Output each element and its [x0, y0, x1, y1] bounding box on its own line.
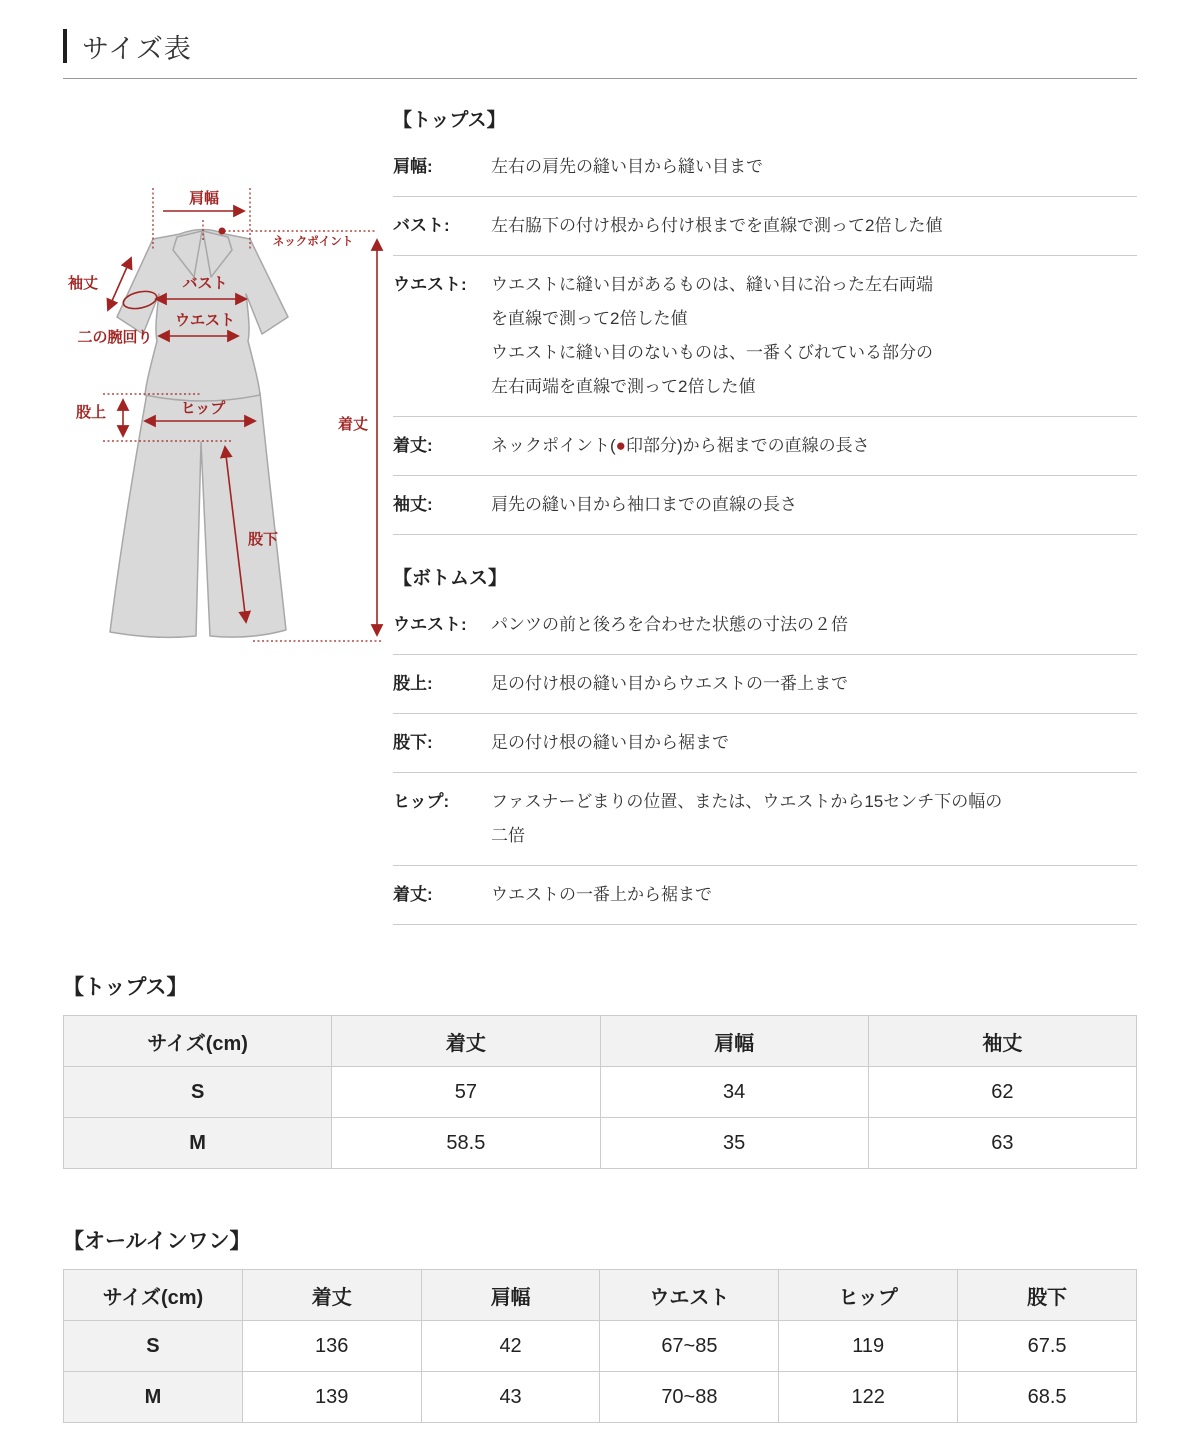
- size-measurement-diagram: [60, 184, 392, 650]
- row-size-header: M: [64, 1372, 243, 1423]
- definition-term: ウエスト:: [393, 275, 467, 294]
- bottoms-definitions-list: [393, 596, 1137, 925]
- definition-description: 足の付け根の縫い目から裾まで: [491, 733, 729, 752]
- definition-row: [393, 256, 1137, 417]
- row-size-header: M: [64, 1118, 332, 1169]
- allinone-size-table: [63, 1269, 1137, 1423]
- tops-size-section: [63, 971, 1137, 1169]
- definition-row: [393, 596, 1137, 655]
- row-size-header: S: [64, 1067, 332, 1118]
- column-header: 着丈: [242, 1270, 421, 1321]
- size-value-cell: 34: [600, 1067, 868, 1118]
- definition-row: [393, 138, 1137, 197]
- measurement-guide-section: [63, 91, 1137, 925]
- size-value-cell: 57: [332, 1067, 600, 1118]
- size-row: [64, 1067, 1137, 1118]
- definition-row: [393, 417, 1137, 476]
- column-header: サイズ(cm): [64, 1016, 332, 1067]
- definition-term: 肩幅:: [393, 157, 433, 176]
- title-divider: [63, 78, 1137, 79]
- definition-description: パンツの前と後ろを合わせた状態の寸法の２倍: [491, 615, 848, 634]
- definition-term: 股下:: [393, 733, 433, 752]
- bottoms-definitions-heading: 【ボトムス】: [393, 568, 508, 589]
- definition-row: [393, 476, 1137, 535]
- column-header: 着丈: [332, 1016, 600, 1067]
- tops-definitions-heading: 【トップス】: [393, 110, 506, 131]
- neck-point-dot-glyph: ●: [615, 436, 626, 455]
- diagram-label-waist: ウエスト: [174, 312, 236, 329]
- definition-term: 着丈:: [393, 885, 433, 904]
- size-value-cell: 70~88: [600, 1372, 779, 1423]
- size-value-cell: 68.5: [958, 1372, 1137, 1423]
- title-accent-bar: [63, 29, 67, 63]
- definition-term: 着丈:: [393, 436, 433, 455]
- size-row: [64, 1372, 1137, 1423]
- diagram-label-sleeve: 袖丈: [67, 275, 99, 292]
- size-value-cell: 136: [242, 1321, 421, 1372]
- size-value-cell: 63: [868, 1118, 1136, 1169]
- pants-shape: [110, 393, 286, 637]
- definition-description: 足の付け根の縫い目からウエストの一番上まで: [491, 674, 848, 693]
- diagram-label-neck-point: ネックポイント: [272, 236, 354, 248]
- size-row: [64, 1321, 1137, 1372]
- size-value-cell: 139: [242, 1372, 421, 1423]
- definition-description: ウエストに縫い目があるものは、縫い目に沿った左右両端 を直線で測って2倍した値 ウエストに縫い目のないものは、一番くびれている部分の 左右両端を直線で測って2倍した値: [491, 275, 933, 396]
- diagram-label-bust: バスト: [182, 275, 228, 292]
- column-header: 股下: [958, 1270, 1137, 1321]
- neck-point-dot: [219, 228, 226, 235]
- column-header: ウエスト: [600, 1270, 779, 1321]
- size-value-cell: 35: [600, 1118, 868, 1169]
- definition-term: バスト:: [393, 216, 450, 235]
- definition-term: ヒップ:: [393, 792, 450, 811]
- size-value-cell: 122: [779, 1372, 958, 1423]
- size-value-cell: 43: [421, 1372, 600, 1423]
- diagram-label-rise: 股上: [75, 404, 107, 421]
- column-header: 袖丈: [868, 1016, 1136, 1067]
- diagram-label-length: 着丈: [337, 416, 369, 433]
- column-header: サイズ(cm): [64, 1270, 243, 1321]
- diagram-label-hip: ヒップ: [180, 400, 226, 417]
- definition-description: ファスナーどまりの位置、または、ウエストから15センチ下の幅の 二倍: [491, 792, 1003, 845]
- size-row: [64, 1118, 1137, 1169]
- definition-description: ネックポイント(●印部分)から裾までの直線の長さ: [491, 436, 870, 455]
- definition-description: 肩先の縫い目から袖口までの直線の長さ: [491, 495, 797, 514]
- size-value-cell: 42: [421, 1321, 600, 1372]
- tops-size-table: [63, 1015, 1137, 1169]
- allinone-size-section: [63, 1225, 1137, 1423]
- allinone-table-caption: 【オールインワン】: [63, 1230, 251, 1253]
- column-header: 肩幅: [421, 1270, 600, 1321]
- diagram-label-upper-arm: 二の腕回り: [77, 329, 153, 346]
- size-value-cell: 119: [779, 1321, 958, 1372]
- definition-term: 股上:: [393, 674, 433, 693]
- tops-table-caption: 【トップス】: [63, 976, 188, 999]
- column-header: 肩幅: [600, 1016, 868, 1067]
- diagram-label-shoulder: 肩幅: [188, 190, 220, 207]
- definition-term: 袖丈:: [393, 495, 433, 514]
- size-value-cell: 62: [868, 1067, 1136, 1118]
- definition-row: [393, 714, 1137, 773]
- tops-definitions-list: [393, 138, 1137, 535]
- definition-row: [393, 197, 1137, 256]
- definition-term: ウエスト:: [393, 615, 467, 634]
- definition-row: [393, 866, 1137, 925]
- diagram-label-inseam: 股下: [247, 531, 279, 548]
- column-header: ヒップ: [779, 1270, 958, 1321]
- size-value-cell: 67~85: [600, 1321, 779, 1372]
- definition-description: 左右の肩先の縫い目から縫い目まで: [491, 157, 763, 176]
- page-title-row: [63, 26, 1137, 66]
- measurement-definitions: [393, 91, 1137, 925]
- size-value-cell: 67.5: [958, 1321, 1137, 1372]
- definition-row: [393, 773, 1137, 866]
- page-title: サイズ表: [82, 33, 192, 64]
- definition-description: ウエストの一番上から裾まで: [491, 885, 712, 904]
- row-size-header: S: [64, 1321, 243, 1372]
- definition-description: 左右脇下の付け根から付け根までを直線で測って2倍した値: [491, 216, 943, 235]
- size-value-cell: 58.5: [332, 1118, 600, 1169]
- definition-row: [393, 655, 1137, 714]
